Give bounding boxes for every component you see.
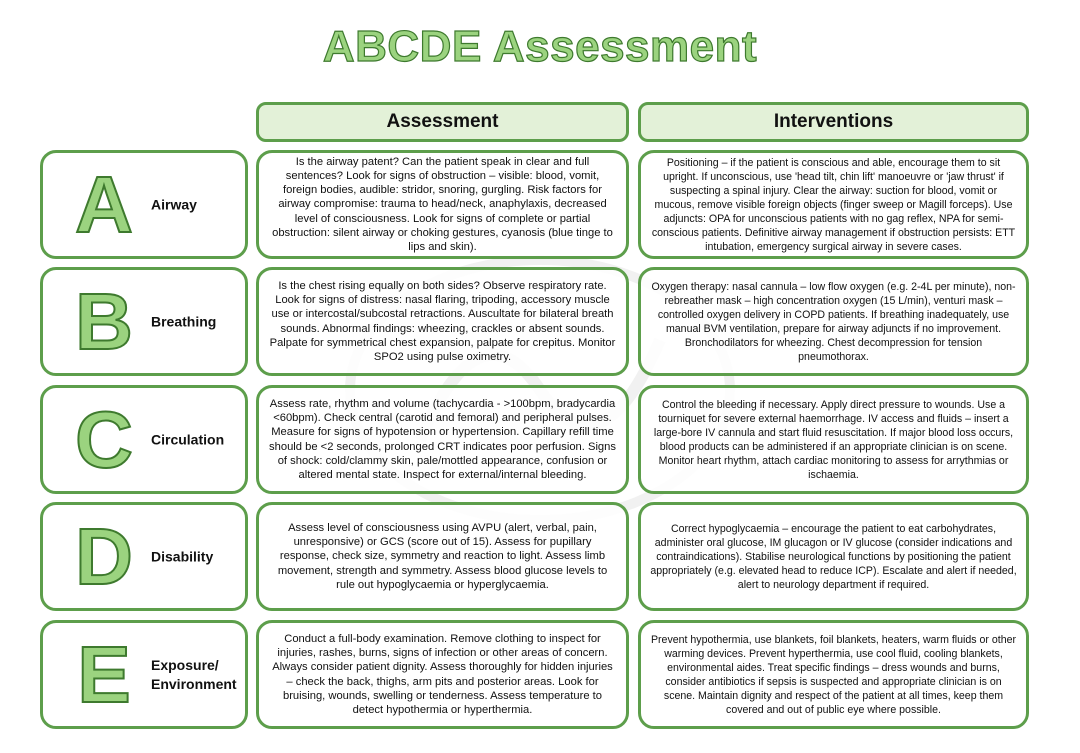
assessment-text: Assess level of consciousness using AVPU (alert, verbal, pain, unresponsive) or GCS (score out of 15). Assess for pupillary response, check size, symmetry and reaction to light. Assess limb movement, strength and symmetry. Assess blood glucose levels to rule out hypoglycaemia or hyperglycaemia. <box>277 521 608 591</box>
row-label-disability <box>40 502 248 611</box>
assessment-text: Conduct a full-body examination. Remove clothing to inspect for injuries, rashes, burns, signs of infection or other areas of concern. Always consider patient dignity. Assess thoroughly for hidden injuries – check the back, thighs, arm pits and posterior areas. Look for bruising, wounds, swelling or tenderness. Assess temperature to detect hypothermia or hyperthermia. <box>272 632 613 716</box>
assessment-cell-exposure <box>256 620 629 729</box>
assessment-cell-airway <box>256 150 629 259</box>
row-letter: E <box>77 629 131 719</box>
interventions-text: Positioning – if the patient is conscious and able, encourage them to sit upright. If unconscious, use 'head tilt, chin lift' manoeuvre or 'jaw thrust' if suspecting a spinal injury. Clear the airway: suction for blood, vomit or mucous, remove visible foreign objects (finger sweep or Magill forceps). Use adjuncts: OPA for unconscious patients with no gag reflex, NPA for semi-conscious patients. Definitive airway management if obstruction persists: ETT intubation, emergency surgical airway in severe cases. <box>651 156 1016 253</box>
interventions-text: Oxygen therapy: nasal cannula – low flow oxygen (e.g. 2-4L per minute), non-rebreather mask – high concentration oxygen (15 L/min), venturi mask – controlled oxygen delivery in COPD patients. If breathing inadequately, use manual BVM ventilation, prepare for airway adjuncts if no improvement. Bronchodilators for wheezing. Chest decompression for tension pneumothorax. <box>651 280 1016 363</box>
row-label-text: Disability <box>151 548 214 564</box>
interventions-cell-breathing <box>638 267 1029 376</box>
column-header-assessment: Assessment <box>256 102 629 142</box>
row-letter: A <box>75 159 133 249</box>
row-label-text: Breathing <box>151 313 217 329</box>
row-label-text: Circulation <box>151 431 225 447</box>
assessment-cell-disability <box>256 502 629 611</box>
row-label-text: Airway <box>151 196 197 212</box>
row-letter: D <box>75 511 133 601</box>
row-label-text: Exposure/ Environment <box>151 656 237 692</box>
page-title: ABCDE Assessment <box>322 22 758 71</box>
interventions-cell-disability <box>638 502 1029 611</box>
assessment-text: Assess rate, rhythm and volume (tachycardia - >100bpm, bradycardia <60bpm). Check central (carotid and femoral) and peripheral pulses. Measure for signs of hypotension or hypertension. Capillary refill time should be <2 seconds, prolonged CRT indicates poor perfusion. Signs of shock: cold/clammy skin, pale/mottled appearance, confusion or altered mental state. Inspect for external/internal bleeding. <box>269 397 616 481</box>
interventions-text: Prevent hypothermia, use blankets, foil blankets, heaters, warm fluids or other warming devices. Prevent hyperthermia, use cool fluid, cooling blankets, environmental aides. Treat specific findings – dress wounds and burns, consider antibiotics if sepsis is suspected and appropriate clinician is on scene. Maintain dignity and respect of the patient at all times, keep them covered and out of public eye where possible. <box>650 633 1017 716</box>
assessment-cell-breathing <box>256 267 629 376</box>
assessment-text: Is the airway patent? Can the patient speak in clear and full sentences? Look for signs of obstruction – visible: blood, vomit, foreign bodies, audible: stridor, snoring, gurgling. Risk factors for airway compromise: trauma to head/neck, anaphylaxis, decreased level of consciousness. Look for signs of complete or partial obstruction: silent airway or choking gestures, cyanosis (blue tinge to lips and skin). <box>272 155 613 254</box>
row-label-breathing <box>40 267 248 376</box>
row-letter: C <box>75 394 133 484</box>
interventions-cell-circulation <box>638 385 1029 494</box>
assessment-text: Is the chest rising equally on both sides? Observe respiratory rate. Look for signs of distress: nasal flaring, tripoding, accessory muscle use or intercostal/subcostal retractions. Auscultate for bilateral breath sounds. Abnormal findings: wheezing, crackles or absent sounds. Palpate for symmetrical chest expansion, palpate for crepitus. Monitor SPO2 using pulse oximetry. <box>269 279 616 363</box>
row-letter: B <box>75 276 133 366</box>
interventions-text: Correct hypoglycaemia – encourage the patient to eat carbohydrates, administer oral glucose, IM glucagon or IV glucose (consider indications and contraindications). Stabilise neurological functions by positioning the patient appropriately (e.g. elevated head to reduce ICP). Escalate and alert if needed, alert to neurology department if required. <box>650 522 1017 591</box>
assessment-cell-circulation <box>256 385 629 494</box>
interventions-cell-airway <box>638 150 1029 259</box>
interventions-text: Control the bleeding if necessary. Apply direct pressure to wounds. Use a tourniquet for severe external haemorrhage. IV access and fluids – insert a large-bore IV cannula and start fluid resuscitation. If major blood loss occurs, blood products can be administered if an appropriate clinician is on scene. Monitor heart rhythm, attach cardiac monitoring to assess for arrythmias or ischaemia. <box>653 398 1014 481</box>
row-label-circulation <box>40 385 248 494</box>
interventions-cell-exposure <box>638 620 1029 729</box>
column-header-interventions: Interventions <box>638 102 1029 142</box>
row-label-exposure <box>40 620 248 729</box>
row-label-airway <box>40 150 248 259</box>
